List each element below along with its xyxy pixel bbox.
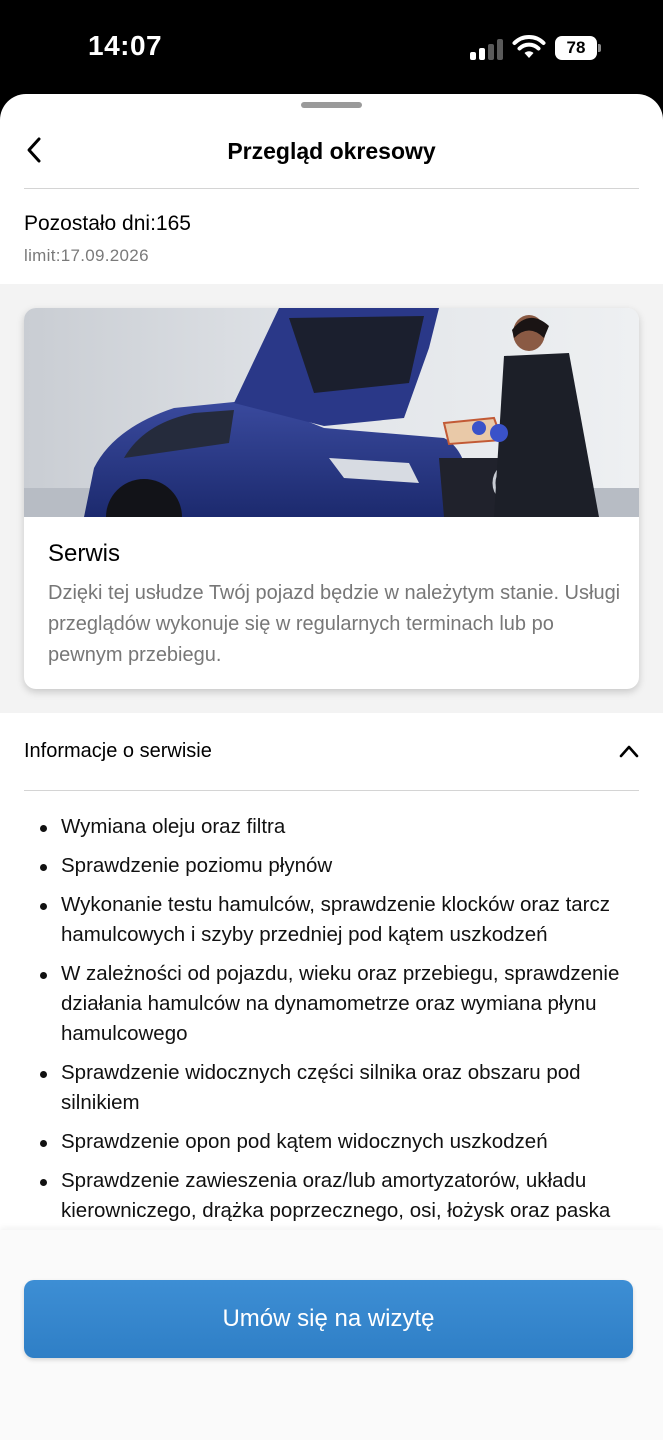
list-item: Wymiana oleju oraz filtra [24, 812, 639, 842]
chevron-up-icon [617, 741, 641, 761]
battery-icon [555, 36, 601, 60]
status-bar [0, 0, 663, 96]
list-item: Sprawdzenie zawieszenia oraz/lub amortyzatorów, układu kierowniczego, drążka poprzecznego, osi, łożysk oraz paska [24, 1166, 639, 1226]
car-service-photo [24, 308, 639, 517]
list-item: Sprawdzenie poziomu płynów [24, 851, 639, 881]
divider [24, 790, 639, 791]
days-remaining: Pozostało dni:165 [24, 212, 191, 235]
bottom-sheet [0, 94, 663, 1440]
divider [24, 188, 639, 189]
service-info-list [24, 812, 639, 1235]
navigation-bar [0, 114, 663, 190]
page-title: Przegląd okresowy [227, 138, 436, 164]
card-title: Serwis [48, 540, 121, 567]
list-item: Sprawdzenie opon pod kątem widocznych uszkodzeń [24, 1127, 639, 1157]
list-item: Wykonanie testu hamulców, sprawdzenie klocków oraz tarcz hamulcowych i szyby przedniej pod kątem uszkodzeń [24, 890, 639, 950]
card-description: Dzięki tej usłudze Twój pojazd będzie w należytym stanie. Usługi przeglądów wykonuje się w regularnych terminach lub po pewnym przebiegu. [48, 582, 621, 666]
service-card [24, 308, 639, 689]
sheet-grabber[interactable] [301, 102, 362, 108]
limit-date: limit:17.09.2026 [24, 246, 149, 265]
status-time: 14:07 [88, 30, 163, 61]
book-appointment-button[interactable]: Umów się na wizytę [24, 1280, 633, 1358]
battery-level: 78 [555, 36, 597, 60]
signal-icon [470, 38, 504, 60]
bottom-action-bar [0, 1230, 663, 1440]
service-info-toggle[interactable] [0, 713, 663, 791]
list-item: W zależności od pojazdu, wieku oraz przebiegu, sprawdzenie działania hamulców na dynamometrze oraz wymiana płynu hamulcowego [24, 959, 639, 1049]
wifi-icon [512, 34, 546, 60]
list-item: Sprawdzenie widocznych części silnika oraz obszaru pod silnikiem [24, 1058, 639, 1118]
service-info-label: Informacje o serwisie [24, 740, 212, 762]
